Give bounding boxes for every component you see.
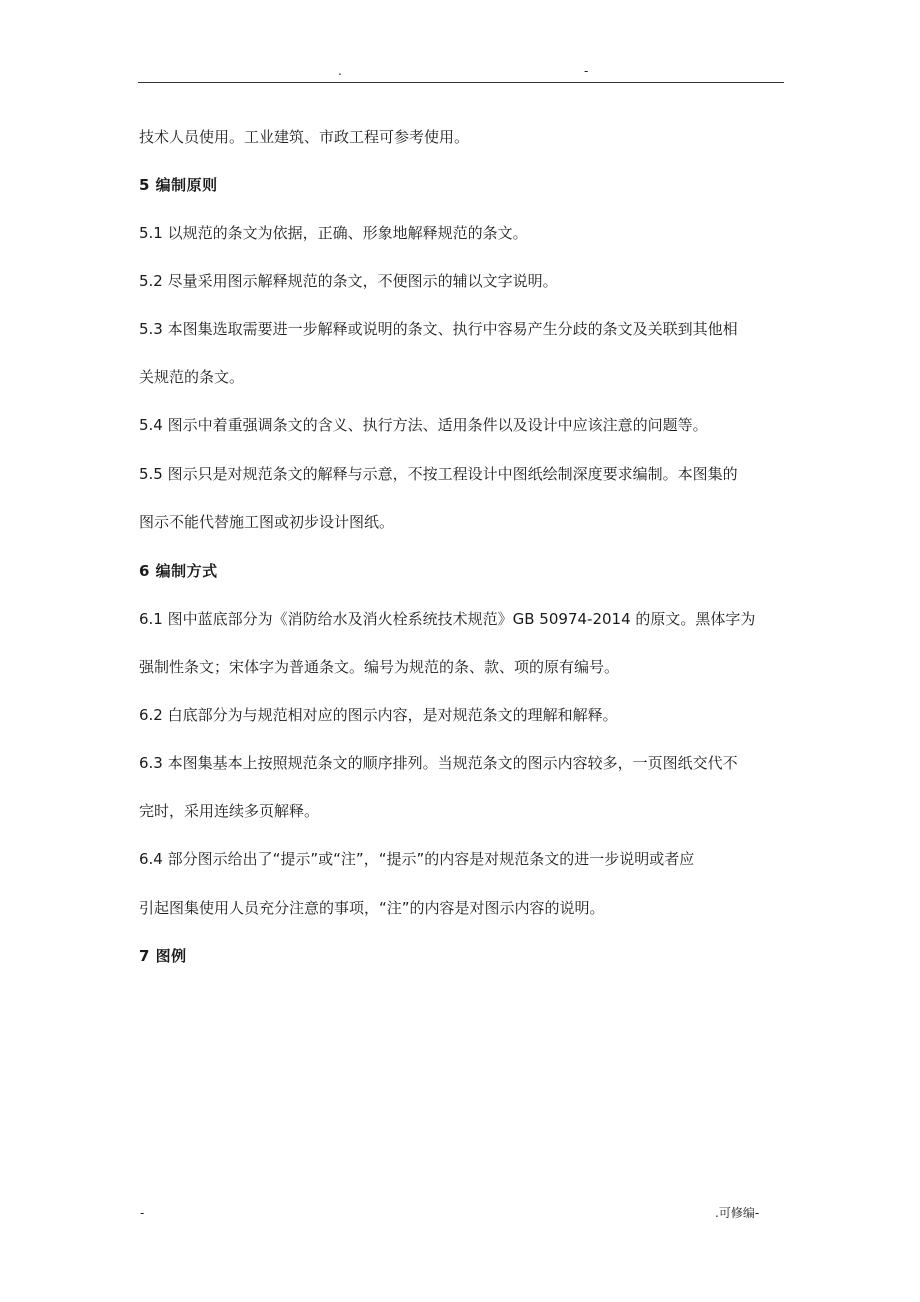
- body-line: 5.3 本图集选取需要进一步解释或说明的条文、执行中容易产生分歧的条文及关联到其他相: [139, 320, 738, 338]
- body-line: 5.4 图示中着重强调条文的含义、执行方法、适用条件以及设计中应该注意的问题等。: [139, 416, 708, 434]
- footer-mark-left: -: [140, 1206, 145, 1220]
- body-line: 5.5 图示只是对规范条文的解释与示意，不按工程设计中图纸绘制深度要求编制。本图集的: [139, 465, 738, 483]
- section-heading-6: 6 编制方式: [139, 562, 218, 580]
- header-divider: [138, 82, 784, 83]
- body-line: 完时，采用连续多页解释。: [139, 802, 320, 820]
- footer-mark-right: .可修编-: [715, 1206, 760, 1220]
- body-line: 5.1 以规范的条文为依据，正确、形象地解释规范的条文。: [139, 224, 528, 242]
- body-line: 6.4 部分图示给出了“提示”或“注”，“提示”的内容是对规范条文的进一步说明或者应: [139, 850, 695, 868]
- header-mark-right: -: [584, 64, 589, 78]
- body-line: 强制性条文；宋体字为普通条文。编号为规范的条、款、项的原有编号。: [139, 658, 620, 676]
- body-line: 图示不能代替施工图或初步设计图纸。: [139, 513, 395, 531]
- header-mark-left: .: [338, 64, 342, 78]
- section-heading-7: 7 图例: [139, 947, 187, 965]
- body-line: 6.3 本图集基本上按照规范条文的顺序排列。当规范条文的图示内容较多，一页图纸交代不: [139, 754, 738, 772]
- section-heading-5: 5 编制原则: [139, 176, 218, 194]
- body-line: 6.2 白底部分为与规范相对应的图示内容，是对规范条文的理解和解释。: [139, 706, 618, 724]
- body-line: 技术人员使用。工业建筑、市政工程可参考使用。: [139, 128, 470, 146]
- body-line: 引起图集使用人员充分注意的事项，“注”的内容是对图示内容的说明。: [139, 899, 605, 917]
- body-line: 关规范的条文。: [139, 368, 245, 386]
- body-line: 5.2 尽量采用图示解释规范的条文，不便图示的辅以文字说明。: [139, 272, 558, 290]
- body-line: 6.1 图中蓝底部分为《消防给水及消火栓系统技术规范》GB 50974-2014 的原文。黑体字为: [139, 610, 756, 628]
